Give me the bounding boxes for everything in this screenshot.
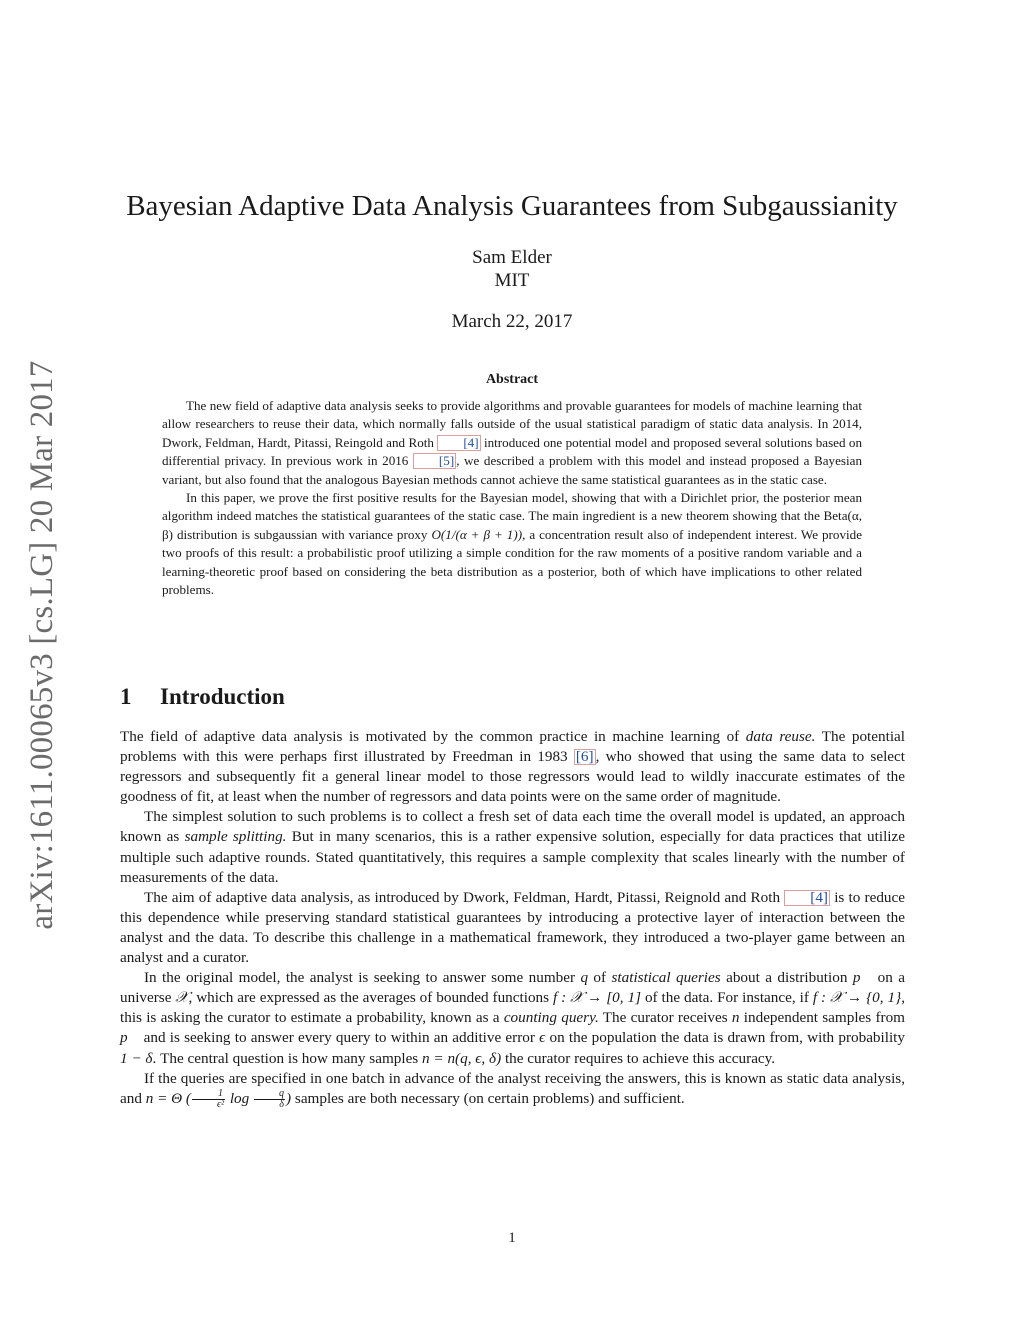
- author-affiliation: MIT: [494, 270, 530, 291]
- body-paragraph: The simplest solution to such problems is to collect a fresh set of data each time the overall model is updated, an approach known as sample splitting. But in many scenarios, this is a rather expensive solution, especially for data practices that utilize multiple such adaptive rounds. Stated quantitatively, this requires a sample complexity that scales linearly with the number of measurements of the data.: [120, 808, 905, 886]
- fraction: $\frac{q}{\delta}$: [254, 1089, 285, 1110]
- section-title: Introduction: [160, 684, 285, 709]
- abstract-heading: Abstract: [485, 372, 539, 387]
- abstract-paragraph: The new field of adaptive data analysis seeks to provide algorithms and provable guarantees for models of machine learning that allow researchers to reuse their data, which normally falls outside of the usual statistical paradigm of static data analysis. In 2014, Dwork, Feldman, Hardt, Pitassi, Reingold and Roth [4] introduced one potential model and proposed several solutions based on differential privacy. In previous work in 2016 [5] , we described a problem with this model and instead proposed a Bayesian variant, but also found that the analogous Bayesian methods cannot achieve the same statistical guarantees as in the static case.: [162, 398, 862, 487]
- body-paragraph: In the original model, the analyst is seeking to answer some number q of statistical queries about a distribution p⃗ on a universe 𝒳, which are expressed as the averages of bounded functions f : 𝒳 → [0, 1] of the data. For instance, if f : 𝒳 → {0, 1}, this is asking the curator to estimate a probability, known as a counting query. The curator receives n independent samples from p⃗ and is seeking to answer every query to within an additive error ϵ on the population the data is drawn from, with probability 1 − δ. The central question is how many samples n = n(q, ϵ, δ) the curator requires to achieve this accuracy.: [120, 969, 905, 1067]
- body-paragraph: The aim of adaptive data analysis, as introduced by Dwork, Feldman, Hardt, Pitassi, Reignold and Roth [4] is to reduce this dependence while preserving standard statistical guarantees by introducing a protective layer of interaction between the analyst and the data. To describe this challenge in a mathematical framework, they introduced a two-player game between an analyst and a curator.: [120, 888, 905, 967]
- citation-link[interactable]: [6]: [575, 748, 594, 766]
- body-paragraph: If the queries are specified in one batch in advance of the analyst receiving the answers, this is known as static data analysis, and n = Θ ( $\frac{1}{\text{ϵ²}}$ log $\frac{q}{\delta}$ ) samples are both necessary (on certain problems) and sufficient.: [120, 1069, 905, 1110]
- fraction: $\frac{1}{\text{ϵ²}}$: [192, 1089, 225, 1110]
- author-name: Sam Elder: [472, 247, 552, 268]
- citation-link[interactable]: [4]: [784, 890, 830, 906]
- section-heading: [120, 684, 285, 710]
- page-number: 1: [508, 1230, 516, 1246]
- author-block: [0, 246, 1024, 292]
- abstract-paragraph: In this paper, we prove the first positive results for the Bayesian model, showing that with a Dirichlet prior, the posterior mean algorithm indeed matches the statistical guarantees of the static case. The main ingredient is a new theorem showing that the Beta(α, β) distribution is subgaussian with variance proxy O(1/(α + β + 1)), a concentration result also of independent interest. We provide two proofs of this result: a probabilistic proof utilizing a simple condition for the raw moments of a positive random variable and a learning-theoretic proof based on considering the beta distribution as a posterior, both of which have implications to other related problems.: [162, 490, 863, 598]
- paper-date: March 22, 2017: [451, 311, 573, 332]
- citation-link[interactable]: [5]: [413, 453, 456, 469]
- arxiv-identifier: arXiv:1611.00065v3 [cs.LG] 20 Mar 2017: [24, 360, 60, 930]
- math-expression: n = Θ ( $\frac{1}{\text{ϵ²}}$ log $\frac{q}{\delta}$ ): [145, 1087, 292, 1110]
- abstract: [162, 397, 862, 599]
- section-number: 1: [120, 684, 132, 709]
- math-expression: O(1/(α + β + 1)): [431, 526, 523, 542]
- paper-title: Bayesian Adaptive Data Analysis Guarantees from Subgaussianity: [126, 190, 898, 222]
- body-text: [120, 727, 905, 1110]
- body-paragraph: The field of adaptive data analysis is motivated by the common practice in machine learning of data reuse. The potential problems with this were perhaps first illustrated by Freedman in 1983 [6] , who showed that using the same data to select regressors and subsequently fit a general linear model to those regressors would lead to wildly inaccurate estimates of the goodness of fit, at least when the number of regressors and data points were on the same order of magnitude.: [120, 728, 905, 806]
- citation-link[interactable]: [4]: [437, 435, 480, 451]
